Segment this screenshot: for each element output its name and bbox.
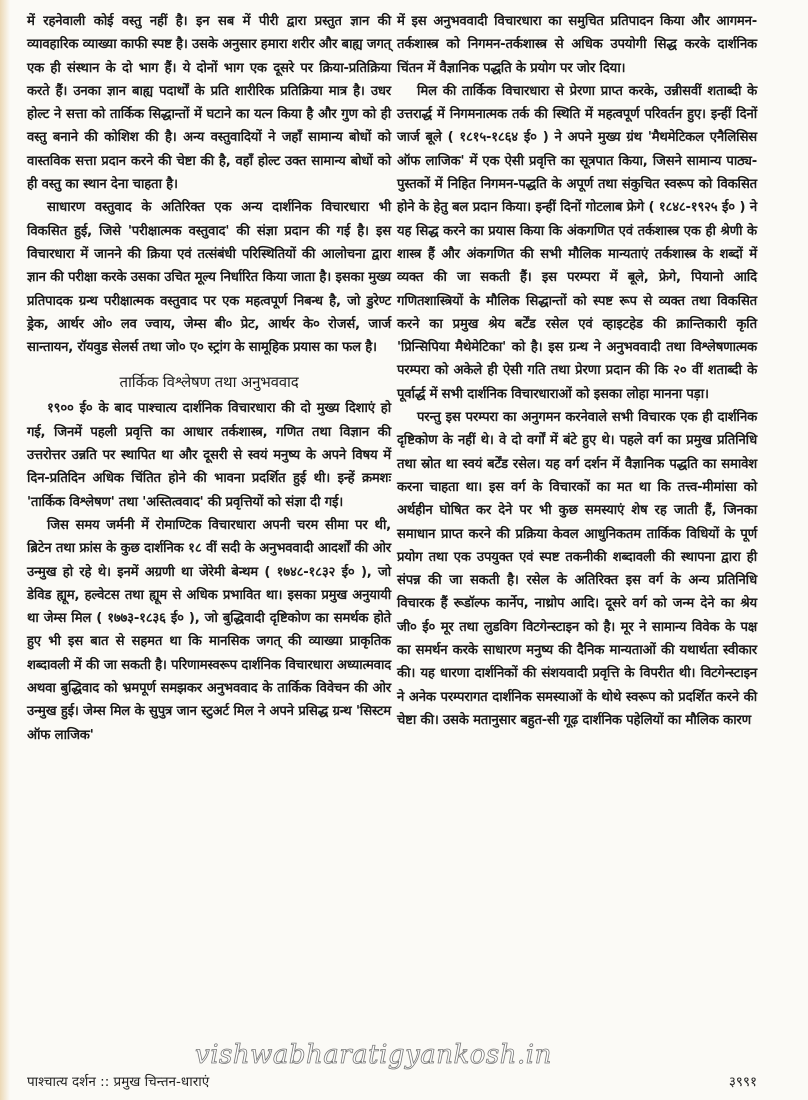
- paragraph: में रहनेवाली कोई वस्तु नहीं है। इन सब में पीरी द्वारा प्रस्तुत ज्ञान की व्यावहारिक व्याख्या काफी स्पष्ट है। उसके अनुसार हमारा शरीर और बाह्य जगत् एक ही संस्थान के दो भाग हैं। ये दोनों भाग एक दूसरे पर क्रिया-प्रतिक्रिया करते हैं। उनका ज्ञान बाह्य पदार्थों के प्रति शारीरिक प्रतिक्रिया मात्र है। उधर होल्ट ने सत्ता को तार्किक सिद्धान्तों में घटाने का यत्न किया है और गुण को ही वस्तु बनाने की कोशिश की है। अन्य वस्तुवादियों ने जहाँ सामान्य बोधों को वास्तविक सत्ता प्रदान करने की चेष्टा की है, वहाँ होल्ट उक्त सामान्य बोधों को ही वस्तु का स्थान देना चाहता है।: [27, 14, 391, 193]
- watermark: vishwabharatigyankosh.in: [195, 1040, 552, 1070]
- paragraph: १९०० ई० के बाद पाश्चात्य दार्शनिक विचारधारा की दो मुख्य दिशाएं हो गई, जिनमें पहली प्रवृत्ति का आधार तर्कशास्त्र, गणित तथा विज्ञान की उत्तरोत्तर उन्नति पर स्थापित था और दूसरी से स्वयं मनुष्य के अपने विषय में दिन-प्रतिदिन अधिक चिंतित होने की भावना प्रदर्शित हुई थी। इन्हें क्रमशः 'तार्किक विश्लेषण' तथा 'अस्तित्ववाद' की प्रवृत्तियों को संज्ञा दी गई।: [27, 401, 391, 510]
- paragraph: साधारण वस्तुवाद के अतिरिक्त एक अन्य दार्शनिक विचारधारा भी विकसित हुई, जिसे 'परीक्षात्मक वस्तुवाद' की संज्ञा प्रदान की गई है। इस विचारधारा में जानने की क्रिया एवं तत्संबंधी परिस्थितियों की आलोचना द्वारा ज्ञान की परीक्षा करके उसका उचित मूल्य निर्धारित किया जाता है। इसका मुख्य प्रतिपादक ग्रन्थ परीक्षात्मक वस्तुवाद पर एक महत्वपूर्ण निबन्ध है, जो डुरेण्ट ड्रेक, आर्थर ओ० लव ज्वाय, जेम्स बी० प्रेट, आर्थर के० रोजर्स, जार्ज सान्तायन, रॉयवुड सेलर्स तथा जो० ए० स्ट्रांग के सामूहिक प्रयास का फल है।: [27, 200, 391, 356]
- paragraph: परन्तु इस परम्परा का अनुगमन करनेवाले सभी विचारक एक ही दार्शनिक दृष्टिकोण के नहीं थे। वे दो वर्गों में बंटे हुए थे। पहले वर्ग का प्रमुख प्रतिनिधि तथा स्रोत था स्वयं बर्टेंड रसेल। यह वर्ग दर्शन में वैज्ञानिक पद्धति का समावेश करना चाहता था। इस वर्ग के विचारकों का मत था कि तत्त्व-मीमांसा को अर्थहीन घोषित कर देने पर भी कुछ समस्याएं शेष रह जाती हैं, जिनका समाधान प्राप्त करने की प्रक्रिया केवल आधुनिकतम तार्किक विधियों के पूर्ण प्रयोग तथा एक उपयुक्त एवं स्पष्ट तकनीकी शब्दावली की स्थापना द्वारा ही संपन्न की जा सकती है। रसेल के अतिरिक्त इस वर्ग के अन्य प्रतिनिधि विचारक हैं रूडॉल्फ कार्नेप, नाथ्रोप आदि। दूसरे वर्ग को जन्म देने का श्रेय जी० ई० मूर तथा लुडविग विटगेन्स्टाइन को है। मूर ने सामान्य विवेक के पक्ष का समर्थन करके साधारण मनुष्य की दैनिक मान्यताओं की यथार्थता स्वीकार की। यह धारणा दार्शनिकों की संशयवादी प्रवृत्ति के विपरीत थी। विटगेन्स्टाइन ने अनेक परम्परागत दार्शनिक समस्याओं के थोथे स्वरूप को प्रदर्शित करने की चेष्टा की। उसके मतानुसार बहुत-सी गूढ़ दार्शनिक पहेलियों का मौलिक कारण: [397, 410, 757, 728]
- running-title: पाश्चात्य दर्शन :: प्रमुख चिन्तन-धाराएं: [27, 1074, 210, 1090]
- page-footer: [27, 1072, 757, 1090]
- right-column: [397, 10, 757, 732]
- page-number: ३९९१: [728, 1074, 757, 1090]
- paragraph: में इस अनुभववादी विचारधारा का समुचित प्रतिपादन किया और आगमन-तर्कशास्त्र को निगमन-तर्कशास्त्र से अधिक उपयोगी सिद्ध करके दार्शनिक चिंतन में वैज्ञानिक पद्धति के प्रयोग पर जोर दिया।: [397, 14, 757, 76]
- page-edge-shadow: [0, 0, 10, 1100]
- paragraph: मिल की तार्किक विचारधारा से प्रेरणा प्राप्त करके, उन्नीसवीं शताब्दी के उत्तरार्द्ध में निगमनात्मक तर्क की स्थिति में महत्वपूर्ण परिवर्तन हुए। इन्हीं दिनों जार्ज बूले ( १८१५-१८६४ ई० ) ने अपने मुख्य ग्रंथ 'मैथमेटिकल एनैलिसिस ऑफ लाजिक' में एक ऐसी प्रवृत्ति का सूत्रपात किया, जिसने सामान्य पाठ्य-पुस्तकों में निहित निगमन-पद्धति के अपूर्ण तथा संकुचित स्वरूप को विकसित होने के हेतु बल प्रदान किया। इन्हीं दिनों गोटलाब फ्रेगे ( १८४८-१९२५ ई० ) ने यह सिद्ध करने का प्रयास किया कि अंकगणित एवं तर्कशास्त्र एक ही श्रेणी के शास्त्र हैं और अंकगणित की सभी मौलिक मान्यताएं तर्कशास्त्र के शब्दों में व्यक्त की जा सकती हैं। इस परम्परा में बूले, फ्रेगे, पियानो आदि गणितशास्त्रियों के मौलिक सिद्धान्तों को स्पष्ट रूप से व्यक्त तथा विकसित करने का प्रमुख श्रेय बर्टेंड रसेल एवं व्हाइटहेड की क्रान्तिकारी कृति 'प्रिन्सिपिया मैथेमेटिका' को है। इस ग्रन्थ ने अनुभववादी तथा विश्लेषणात्मक परम्परा को अकेले ही ऐसी गति तथा प्रेरणा प्रदान की कि २० वीं शताब्दी के पूर्वार्द्ध में सभी दार्शनिक विचारधाराओं को इसका लोहा मानना पड़ा।: [397, 83, 757, 402]
- section-heading: तार्किक विश्लेषण तथा अनुभववाद: [119, 373, 299, 392]
- left-column: [27, 10, 391, 747]
- paragraph: जिस समय जर्मनी में रोमाण्टिक विचारधारा अपनी चरम सीमा पर थी, ब्रिटेन तथा फ्रांस के कुछ दार्शनिक १८ वीं सदी के अनुभववादी आदर्शों की ओर उन्मुख हो रहे थे। इनमें अग्रणी था जेरेमी बेन्थम ( १७४८-१८३२ ई० ), जो डेविड ह्यूम, हल्वेटस तथा ह्यूम से अधिक प्रभावित था। इसका प्रमुख अनुयायी था जेम्स मिल ( १७७३-१८३६ ई० ), जो बुद्धिवादी दृष्टिकोण का समर्थक होते हुए भी इस बात से सहमत था कि मानसिक जगत् की व्याख्या प्राकृतिक शब्दावली में की जा सकती है। परिणामस्वरूप दार्शनिक विचारधारा अध्यात्मवाद अथवा बुद्धिवाद को भ्रमपूर्ण समझकर अनुभववाद के तार्किक विवेचन की ओर उन्मुख हुई। जेम्स मिल के सुपुत्र जान स्टुअर्ट मिल ने अपने प्रसिद्ध ग्रन्थ 'सिस्टम ऑफ लाजिक': [27, 517, 391, 743]
